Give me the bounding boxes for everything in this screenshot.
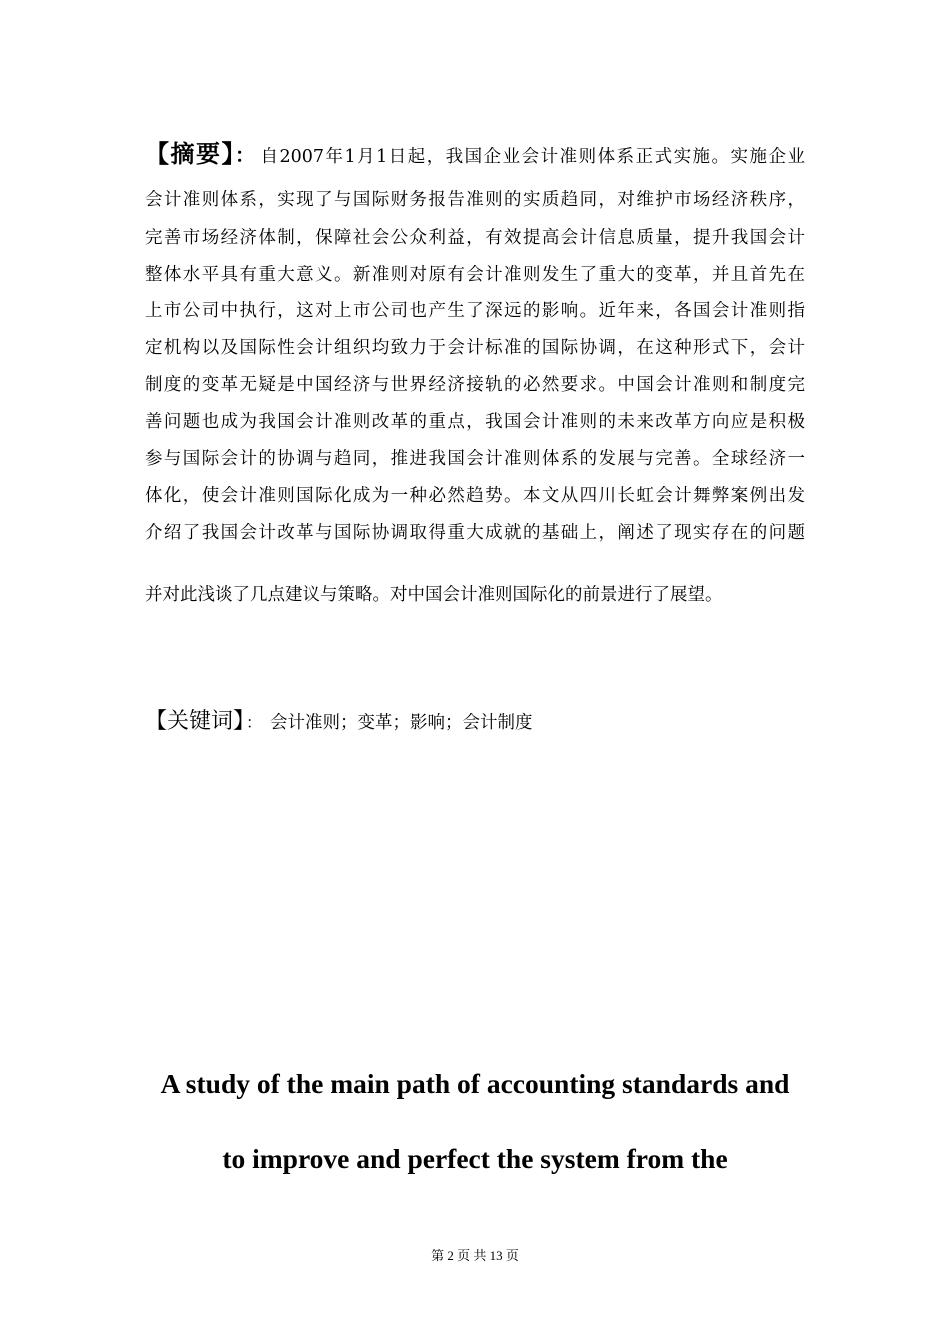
english-title-line-2: to improve and perfect the system from the [222, 1143, 728, 1174]
abstract-line-6: 定机构以及国际性会计组织均致力于会计标准的国际协调，在这种形式下，会计 [145, 338, 805, 358]
keywords-heading: 【关键词】 [145, 709, 245, 734]
abstract-line-2: 会计准则体系，实现了与国际财务报告准则的实质趋同，对维护市场经济秩序， [145, 190, 805, 210]
page-footer: 第 2 页 共 13 页 [431, 1248, 519, 1263]
abstract-line-5: 上市公司中执行，这对上市公司也产生了深远的影响。近年来，各国会计准则指 [145, 301, 805, 321]
abstract-line-4: 整体水平具有重大意义。新准则对原有会计准则发生了重大的变革，并且首先在 [145, 265, 805, 285]
keywords-section [145, 708, 533, 737]
abstract-line-10: 体化，使会计准则国际化成为一种必然趋势。本文从四川长虹会计舞弊案例出发 [145, 486, 805, 506]
abstract-line-8: 善问题也成为我国会计准则改革的重点，我国会计准则的未来改革方向应是积极 [145, 412, 805, 432]
abstract-line-11: 介绍了我国会计改革与国际协调取得重大成就的基础上，阐述了现实存在的问题 [145, 523, 805, 543]
keywords-text: 会计准则；变革；影响；会计制度 [270, 713, 533, 733]
abstract-first-line [145, 140, 806, 168]
abstract-line-7: 制度的变革无疑是中国经济与世界经济接轨的必然要求。中国会计准则和制度完 [145, 375, 805, 395]
abstract-line-9: 参与国际会计的协调与趋同，推进我国会计准则体系的发展与完善。全球经济一 [145, 449, 805, 469]
keywords-colon: ： [246, 713, 263, 732]
abstract-heading: 【摘要】 [145, 140, 235, 168]
abstract-line-12: 并对此浅谈了几点建议与策略。对中国会计准则国际化的前景进行了展望。 [145, 585, 723, 605]
english-title-line-1: A study of the main path of accounting standards and [160, 1068, 790, 1099]
abstract-line-1: 自2007年1月1日起，我国企业会计准则体系正式实施。实施企业 [260, 147, 806, 167]
abstract-line-3: 完善市场经济体制，保障社会公众利益，有效提高会计信息质量，提升我国会计 [145, 228, 805, 248]
abstract-heading-colon: ： [234, 143, 257, 167]
